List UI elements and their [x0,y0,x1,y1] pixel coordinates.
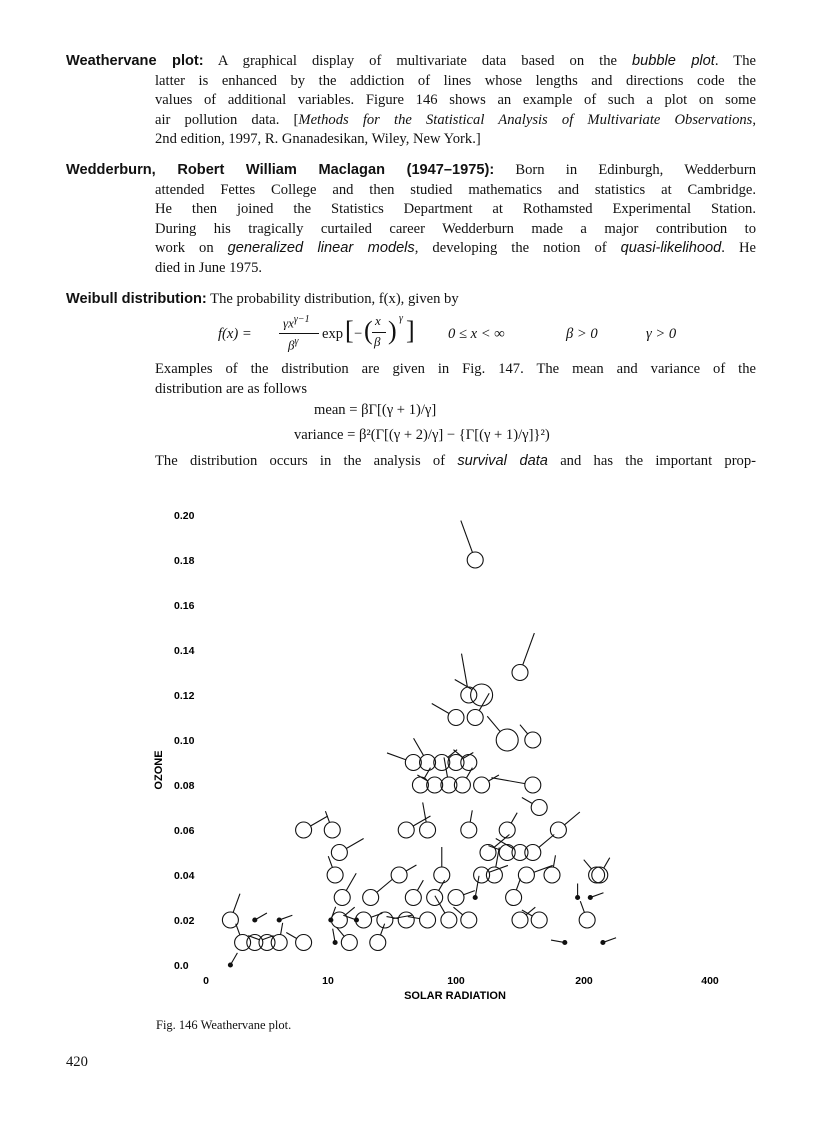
vane-line [479,693,489,710]
bubble-circle [448,710,464,726]
bubble-circle [601,941,605,945]
bubble-circle [327,867,343,883]
vane-line [257,913,267,919]
weathervane-point [333,929,337,945]
domain-x: 0 ≤ x < ∞ [448,326,505,342]
vane-line [448,750,457,758]
x-tick-label: 400 [701,975,719,987]
bubble-circle [222,912,238,928]
x-tick-label: 100 [447,975,465,987]
bubble-plot-link: bubble plot [632,53,715,69]
bubble-circle [525,845,541,861]
bubble-circle [512,845,528,861]
formula-denominator: $\beta^\gamma$ [288,336,299,353]
variance-equation: variance = β²(Γ[(γ + 2)/γ] − {Γ[(γ + 1)/γ]}²) [294,427,550,443]
weathervane-point [336,927,357,950]
bubble-circle [331,845,347,861]
weathervane-point [427,880,445,905]
weathervane-point [356,912,383,928]
vane-line [496,847,499,867]
weibull-line-1: Weibull distribution: The probability distribution, f(x), given by [66,291,459,307]
weathervane-point [228,953,237,967]
vane-line [417,880,423,890]
y-tick-label: 0.16 [174,600,195,612]
vane-line [346,873,356,890]
x-tick-label: 0 [203,975,209,987]
bubble-circle [467,710,483,726]
bubble-circle [420,912,436,928]
vane-line [453,750,462,758]
bubble-circle [271,935,287,951]
bubble-circle [512,665,528,681]
vane-line [476,876,479,896]
bubble-circle [525,732,541,748]
weathervane-point [601,938,616,945]
bubble-circle [499,822,515,838]
vane-line [455,680,472,690]
vane-line [534,865,553,872]
y-axis-label: OZONE [153,750,165,790]
vane-line [551,940,563,942]
weathervane-point [544,855,560,883]
bubble-circle [247,935,263,951]
weathervane-point [461,521,483,568]
x-axis-label: SOLAR RADIATION [404,990,506,1002]
domain-gamma: γ > 0 [646,326,677,342]
bubble-circle [405,755,421,771]
bubble-circle [506,890,522,906]
weathervane-point [474,775,499,793]
vane-line [424,768,430,778]
vane-line [453,907,462,915]
wedderburn-line-3: He then joined the Statistics Department at Rothamsted Experimental Station. [155,201,756,218]
vane-line [336,927,344,936]
vane-line [233,894,240,913]
weathervane-line-1: Weathervane plot: A graphical display of multivariate data based on the bubble plot. The [66,53,756,69]
vane-line [584,860,592,869]
bubble-circle [461,912,477,928]
y-tick-label: 0.18 [174,555,195,567]
vane-line [520,725,528,734]
weathervane-point [525,835,554,861]
weathervane-point [377,912,413,928]
bubble-circle [277,918,281,922]
vane-line [464,891,475,895]
vane-line [604,858,610,868]
vane-line [461,521,473,553]
vane-line [511,813,517,823]
weathervane-point [391,865,416,883]
weathervane-point [434,847,450,883]
bubble-circle [474,867,490,883]
bubble-circle [259,935,275,951]
weathervane-point [296,816,328,838]
vane-line [286,933,296,939]
bubble-circle [441,912,457,928]
weibull-survival-line: The distribution occurs in the analysis of survival data and has the important prop- [155,453,757,469]
bubble-circle [461,755,477,771]
vane-line [377,880,392,893]
vane-line [553,855,555,867]
weathervane-point [491,777,540,793]
vane-line [231,953,237,963]
weathervane-point [576,884,580,900]
y-tick-label: 0.10 [174,735,195,747]
weathervane-line-3: values of additional variables. Figure 146 shows an example of such a plot on some [155,92,756,109]
bubble-circle [370,935,386,951]
vane-line [281,923,283,935]
vane-line [470,810,472,822]
vane-line [439,880,445,890]
figure-caption: Fig. 146 Weathervane plot. [156,1018,292,1032]
y-tick-label: 0.08 [174,780,195,792]
wedderburn-line-1: Wedderburn, Robert William Maclagan (1947–1975): Born in Edinburgh, Wedderburn [66,162,756,178]
book-title: Methods for the Statistical Analysis of Multivariate Observations [298,111,753,128]
vane-line [406,865,416,871]
vane-line [605,938,616,942]
y-tick-label: 0.06 [174,825,195,837]
weathervane-point [461,810,477,838]
vane-line [387,753,406,760]
vane-line [333,929,335,941]
y-tick-label: 0.02 [174,915,195,927]
bubble-circle [420,822,436,838]
bubble-circle [296,822,312,838]
weathervane-point [455,680,493,707]
weathervane-point [588,893,603,900]
weathervane-point [334,873,356,905]
bubble-circle [531,912,547,928]
bubble-circle [592,867,608,883]
weathervane-point [473,876,479,900]
weathervane-point [331,839,363,861]
vane-line [580,901,584,912]
bubble-circle [427,890,443,906]
wedderburn-line-6: died in June 1975. [155,259,263,276]
vane-line [488,846,499,850]
vane-line [592,893,603,897]
vane-line [432,704,449,714]
bubble-circle [563,941,567,945]
bubble-circle [405,890,421,906]
weibull-heading: Weibull distribution: [66,291,207,307]
weathervane-point [551,940,567,944]
y-tick-label: 0.20 [174,510,195,522]
bubble-circle [427,777,443,793]
wedderburn-line-2: attended Fettes College and then studied mathematics and statistics at Cambridge. [155,181,756,198]
weathervane-point [277,915,292,922]
vane-line [311,816,328,826]
bubble-circle [550,822,566,838]
bubble-circle [480,845,496,861]
bubble-circle [471,684,493,706]
vane-line [381,924,385,935]
vane-line [565,812,580,825]
quasi-likelihood-link: quasi-likelihood [620,240,722,257]
y-axis-ticks [174,510,195,972]
bubble-circle [512,912,528,928]
weathervane-point [512,633,534,680]
bubble-circle [324,822,340,838]
vane-line [466,768,472,778]
bubble-circle [341,935,357,951]
y-tick-label: 0.12 [174,690,195,702]
weathervane-point [420,802,436,838]
bubble-circle [461,822,477,838]
bubble-circle [525,777,541,793]
bubble-circle [333,941,337,945]
weathervane-point [417,775,442,793]
wedderburn-line-5: work on generalized linear models, developing the notion of quasi-likelihood. He [155,240,756,257]
weathervane-point [253,913,267,922]
x-axis-ticks [203,975,719,987]
glm-link: generalized linear models [227,240,415,257]
bubble-circle [576,896,580,900]
bubble-circle [486,867,502,883]
weathervane-point [448,890,475,906]
weathervane-point [579,901,595,928]
y-tick-label: 0.14 [174,645,195,657]
weathervane-heading: Weathervane plot: [66,53,204,69]
bubble-circle [467,552,483,568]
bubble-circle [420,755,436,771]
weathervane-point [324,811,340,838]
vane-line [346,907,355,915]
bubble-circle [398,822,414,838]
weathervane-line-2: latter is enhanced by the addiction of lines whose lengths and directions code the [155,72,756,89]
vane-line [444,757,447,777]
page-number: 420 [66,1054,88,1070]
weathervane-point [387,753,421,771]
vane-line [491,778,524,784]
bubble-circle [473,896,477,900]
bubble-circle [434,755,450,771]
bubble-circle [531,800,547,816]
x-tick-label: 10 [322,975,334,987]
bubble-circle [544,867,560,883]
bubble-circle [334,890,350,906]
weathervane-point [435,896,457,928]
bubble-circle [228,963,232,967]
bubble-circle [296,935,312,951]
y-tick-label: 0.04 [174,870,195,882]
bubble-circle [253,918,257,922]
weathervane-point [592,858,610,883]
x-tick-label: 200 [575,975,593,987]
vane-line [487,716,500,731]
bubble-circle [589,867,605,883]
vane-line [489,865,508,872]
weathervane-point [522,798,547,816]
weathervane-point [487,716,518,751]
vane-line [328,856,332,867]
weathervane-point [550,812,579,838]
weathervane-point [405,880,423,905]
weathervane-line-4: air pollution data. [Methods for the Statistical Analysis of Multivariate Observations, [155,111,757,128]
weathervane-point [461,654,477,703]
bubble-circle [434,867,450,883]
mean-equation: mean = βΓ[(γ + 1)/γ] [314,402,437,418]
bubble-circle [518,867,534,883]
vane-line [343,915,354,919]
y-tick-label: 0.0 [174,960,189,972]
bubble-circle [474,777,490,793]
survival-data-link: survival data [457,453,548,469]
bubble-circle [461,687,477,703]
weathervane-point [329,907,336,922]
weathervane-point [286,933,311,951]
vane-line [414,738,424,755]
wedderburn-line-4: During his tragically curtailed career Wedderburn made a major contribution to [155,220,756,237]
weathervane-point [520,725,541,748]
bubble-circle [579,912,595,928]
wedderburn-heading: Wedderburn, Robert William Maclagan (1947–1975): [66,162,495,178]
bubble-circle [377,912,393,928]
bubble-circle [588,896,592,900]
vane-line [522,798,532,804]
bubble-circle [331,912,347,928]
weathervane-point [499,813,517,838]
weathervane-point [584,860,605,883]
vane-line [346,839,363,849]
weathervane-point [432,704,464,726]
domain-beta: β > 0 [566,326,598,342]
bubble-circle [499,845,515,861]
bubble-circle [391,867,407,883]
weathervane-marks [222,521,616,967]
vane-line [523,633,535,665]
bubble-circle [398,912,414,928]
bubble-circle [363,890,379,906]
weathervane-line-5: 2nd edition, 1997, R. Gnanadesikan, Wiley, New York.] [155,131,481,148]
vane-line [539,835,554,848]
bubble-circle [496,729,518,751]
bubble-circle [448,890,464,906]
weathervane-point [222,894,240,928]
weathervane-point [506,879,522,906]
formula-numerator: $\gamma x^{\gamma-1}$ [283,314,310,331]
weathervane-point [414,738,436,770]
weibull-examples: Examples of the distribution are given in Fig. 147. The mean and variance of the distribution are as follows [155,361,756,397]
vane-line [281,915,292,919]
weathervane-point [454,768,472,793]
vane-line [435,896,445,913]
vane-line [462,654,468,687]
bubble-circle [235,935,251,951]
weathervane-point [363,880,392,906]
